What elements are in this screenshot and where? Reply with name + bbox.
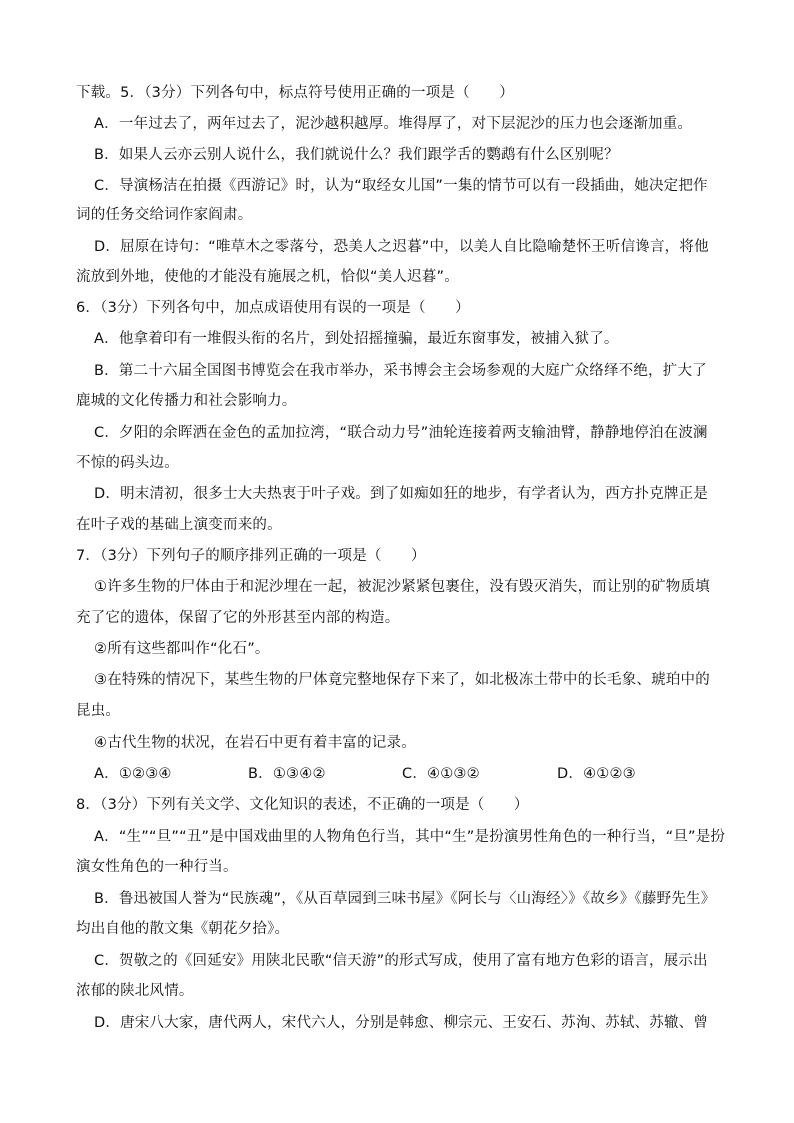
q7-sentence-2: ②所有这些都叫作“化石”。: [94, 641, 270, 657]
q8-option-b-line1: B．鲁迅被国人誉为“民族魂”，《从百草园到三味书屋》《阿长与〈山海经〉》《故乡》《藤野先生》: [94, 891, 716, 907]
q7-option-d: D．④①②③: [557, 766, 636, 782]
q7-option-c: C．④①③②: [402, 766, 480, 782]
q6-option-b-line1: B．第二十六届全国图书博览会在我市举办，采书博会主会场参观的大庭广众络绎不绝，扩大了: [94, 363, 707, 379]
question-8-stem: 8．（3分）下列有关文学、文化知识的表述，不正确的一项是（ ）: [76, 797, 529, 813]
q7-sentence-3-line2: 昆虫。: [76, 703, 121, 719]
q8-option-a-line1: A．“生”“旦”“丑”是中国戏曲里的人物角色行当，其中“生”是扮演男性角色的一种行当，“旦”是扮: [94, 829, 726, 845]
question-6-stem: 6．（3分）下列各句中，加点成语使用有误的一项是（ ）: [76, 300, 470, 316]
q8-option-c-line2: 浓郁的陕北风情。: [76, 983, 194, 999]
q8-option-c-line1: C．贺敬之的《回延安》用陕北民歌“信天游”的形式写成，使用了富有地方色彩的语言，展示出: [94, 953, 708, 969]
q5-option-d-line2: 流放到外地，使他的才能没有施展之机，恰似“美人迟暮”。: [76, 269, 459, 285]
question-7-stem: 7．（3分）下列句子的顺序排列正确的一项是（ ）: [76, 548, 426, 564]
q6-option-c-line2: 不惊的码头边。: [76, 455, 179, 471]
q7-sentence-4: ④古代生物的状况，在岩石中更有着丰富的记录。: [94, 735, 416, 751]
q5-option-c-line2: 词的任务交给词作家阎肃。: [76, 207, 253, 223]
q5-option-c-line1: C．导演杨洁在拍摄《西游记》时，认为“取经女儿国”一集的情节可以有一段插曲，她决定把作: [94, 178, 708, 194]
q7-option-b: B．①③④②: [248, 766, 326, 782]
q7-sentence-3-line1: ③在特殊的情况下，某些生物的尸体竟完整地保存下来了，如北极冻土带中的长毛象、琥珀中的: [94, 672, 710, 688]
q6-option-d-line2: 在叶子戏的基础上演变而来的。: [76, 517, 282, 533]
question-5-stem: 下载。5．（3分）下列各句中，标点符号使用正确的一项是（ ）: [76, 85, 514, 101]
q8-option-a-line2: 演女性角色的一种行当。: [76, 859, 238, 875]
q8-option-b-line2: 均出自他的散文集《朝花夕拾》。: [76, 921, 290, 937]
q5-option-a: A．一年过去了，两年过去了，泥沙越积越厚。堆得厚了，对下层泥沙的压力也会逐渐加重。: [94, 116, 693, 132]
q6-option-a: A．他拿着印有一堆假头衔的名片，到处招摇撞骗，最近东窗事发，被捕入狱了。: [94, 331, 619, 347]
q7-options-row: [94, 764, 714, 784]
q7-sentence-1-line2: 充了它的遗体，保留了它的外形甚至内部的构造。: [76, 610, 400, 626]
q8-option-d-line1: D．唐宋八大家，唐代两人，宋代六人，分别是韩愈、柳宗元、王安石、苏洵、苏轼、苏辙、曾: [94, 1015, 709, 1031]
q7-option-a: A．①②③④: [94, 766, 172, 782]
q7-sentence-1-line1: ①许多生物的尸体由于和泥沙埋在一起，被泥沙紧紧包裹住，没有毁灭消失，而让别的矿物质填: [94, 579, 710, 595]
q6-option-b-line2: 鹿城的文化传播力和社会影响力。: [76, 393, 297, 409]
q5-option-d-line1: D．屈原在诗句：“唯草木之零落兮，恐美人之迟暮”中，以美人自比隐喻楚怀王听信谗言，将他: [94, 239, 709, 255]
q5-option-b: B．如果人云亦云别人说什么，我们就说什么？我们跟学舌的鹦鹉有什么区别呢？: [94, 147, 619, 163]
q6-option-d-line1: D．明末清初，很多士大夫热衷于叶子戏。到了如痴如狂的地步，有学者认为，西方扑克牌正是: [94, 486, 709, 502]
q6-option-c-line1: C．夕阳的余晖洒在金色的孟加拉湾，“联合动力号”油轮连接着两支输油臂，静静地停泊在波澜: [94, 425, 708, 441]
